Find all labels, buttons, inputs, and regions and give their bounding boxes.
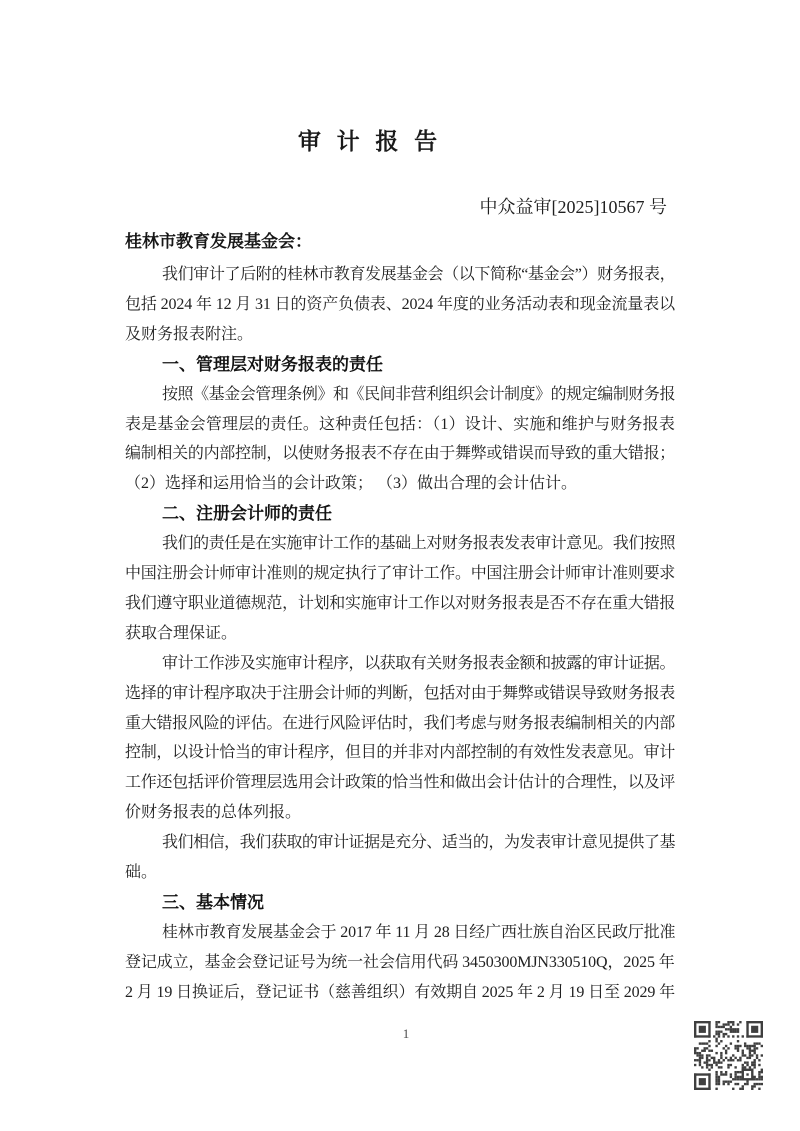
body-line: 2 月 19 日换证后，登记证书（慈善组织）有效期自 2025 年 2 月 19 日至 2029 年 [125,983,676,1001]
body-line: 表是基金会管理层的责任。这种责任包括：（1）设计、实施和维护与财务报表 [125,415,676,433]
page-number: 1 [402,1026,410,1041]
body-line: 审计工作涉及实施审计程序，以获取有关财务报表金额和披露的审计证据。 [162,654,676,672]
body-line: 按照《基金会管理条例》和《民间非营利组织会计制度》的规定编制财务报 [162,385,676,403]
body-line: 中国注册会计师审计准则的规定执行了审计工作。中国注册会计师审计准则要求 [125,565,676,582]
body-line: （2）选择和运用恰当的会计政策； （3）做出合理的会计估计。 [125,475,578,493]
body-line: 及财务报表附注。 [125,325,254,343]
body-line: 编制相关的内部控制，以使财务报表不存在由于舞弊或错误而导致的重大错报； [125,445,676,463]
body-line: 础。 [125,864,158,881]
body-line: 我们审计了后附的桂林市教育发展基金会（以下简称“基金会”）财务报表， [162,266,676,283]
document-number: 中众益审[2025]10567 号 [479,197,667,217]
body-line: 我们相信，我们获取的审计证据是充分、适当的，为发表审计意见提供了基 [162,834,676,852]
body-line: 桂林市教育发展基金会于 2017 年 11 月 28 日经广西壮族自治区民政厅批准 [162,923,676,941]
body-line: 控制，以设计恰当的审计程序，但目的并非对内部控制的有效性发表意见。审计 [125,744,676,762]
body-line: 重大错报风险的评估。在进行风险评估时，我们考虑与财务报表编制相关的内部 [125,714,676,732]
body-line: 价财务报表的总体列报。 [125,804,302,822]
body-line: 工作还包括评价管理层选用会计政策的恰当性和做出会计估计的合理性，以及评 [125,774,676,792]
report-title: 审 计 报 告 [297,129,443,154]
qr-code-icon [694,1021,763,1090]
addressee: 桂林市教育发展基金会： [125,232,312,251]
section-heading: 二、注册会计师的责任 [162,504,332,524]
section-heading: 一、管理层对财务报表的责任 [162,354,383,374]
body-line: 我们的责任是在实施审计工作的基础上对财务报表发表审计意见。我们按照 [162,535,676,553]
section-heading: 三、基本情况 [162,892,264,912]
body-line: 选择的审计程序取决于注册会计师的判断，包括对由于舞弊或错误导致财务报表 [125,684,676,702]
body-line: 包括 2024 年 12 月 31 日的资产负债表、2024 年度的业务活动表和现金流量表以 [125,295,676,313]
body-line: 我们遵守职业道德规范，计划和实施审计工作以对财务报表是否不存在重大错报 [125,594,676,612]
body-line: 获取合理保证。 [125,624,238,642]
body-line: 登记成立，基金会登记证号为统一社会信用代码 3450300MJN330510Q，2025 年 [125,953,675,971]
